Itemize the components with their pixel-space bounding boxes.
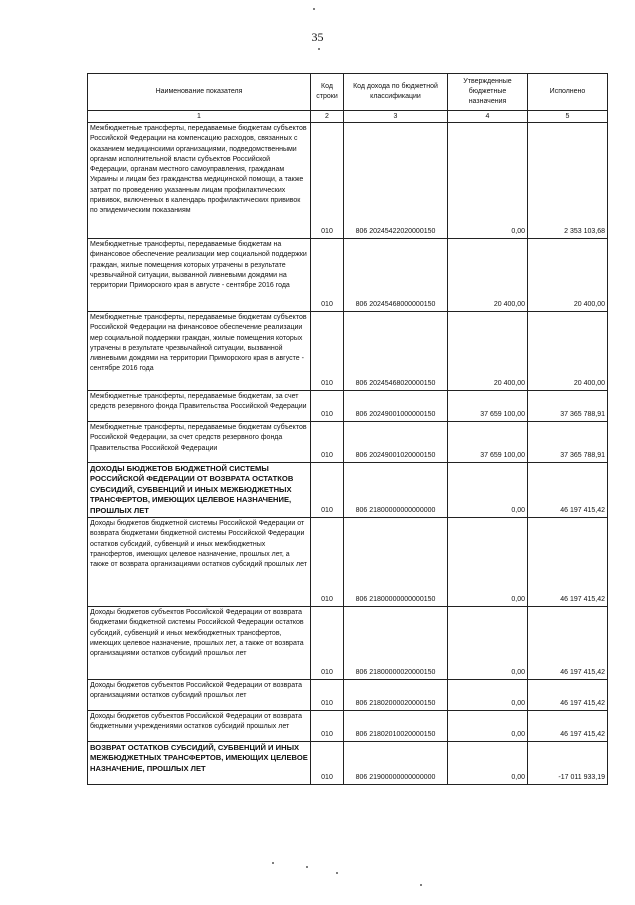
row-name-cell [88,123,311,239]
scan-speck [420,884,422,886]
column-number: 3 [344,111,448,123]
row-budget-code: 806 21900000000000000 [344,742,448,785]
row-executed-amount: 46 197 415,42 [528,607,608,680]
row-name: Доходы бюджетов бюджетной системы Российской Федерации от возврата бюджетами бюджетной системы Российской Федерации остатков субсидий, субвенций и иных межбюджетных трансфертов, имеющих целевое назначение, прошлых лет, а также от возврата организациями остатков субсидий прошлых лет [90,520,307,569]
row-name-cell [88,239,311,312]
table-row [88,391,608,422]
header-budget-classification-code: Код дохода по бюджетной классификации [344,74,448,111]
row-approved-amount: 0,00 [448,711,528,742]
row-line-code: 010 [311,742,344,785]
table-row [88,123,608,239]
row-executed-amount: 37 365 788,91 [528,422,608,463]
row-line-code: 010 [311,680,344,711]
row-executed-amount: 46 197 415,42 [528,463,608,518]
table-row [88,422,608,463]
row-budget-code: 806 21800000000000000 [344,463,448,518]
table-row [88,607,608,680]
row-name: Доходы бюджетов субъектов Российской Федерации от возврата организациями остатков субсидий прошлых лет [90,682,303,700]
scan-speck [318,48,320,50]
row-name: Межбюджетные трансферты, передаваемые бюджетам на финансовое обеспечение реализации мер социальной поддержки граждан, жилые помещения которых утрачены в результате чрезвычайной ситуации, вызванной ливневыми дождями на территории Приморского края в августе - сентябре 2016 года [90,241,307,290]
row-approved-amount: 0,00 [448,742,528,785]
row-name: ВОЗВРАТ ОСТАТКОВ СУБСИДИЙ, СУБВЕНЦИЙ И ИНЫХ МЕЖБЮДЖЕТНЫХ ТРАНСФЕРТОВ, ИМЕЮЩИХ ЦЕЛЕВОЕ НАЗНАЧЕНИЕ, ПРОШЛЫХ ЛЕТ [90,743,308,773]
column-number: 5 [528,111,608,123]
row-name-cell [88,680,311,711]
row-line-code: 010 [311,391,344,422]
row-name-cell [88,742,311,785]
row-budget-code: 806 21800000000000150 [344,518,448,607]
row-approved-amount: 0,00 [448,463,528,518]
row-executed-amount: 46 197 415,42 [528,518,608,607]
row-budget-code: 806 20245422020000150 [344,123,448,239]
row-approved-amount: 20 400,00 [448,239,528,312]
table-row [88,312,608,391]
row-name: Межбюджетные трансферты, передаваемые бюджетам субъектов Российской Федерации, за счет средств резервного фонда Правительства Российской Федерации [90,424,307,452]
row-budget-code: 806 21802000020000150 [344,680,448,711]
table-row [88,463,608,518]
column-number: 2 [311,111,344,123]
header-approved-assignments: Утвержденные бюджетные назначения [448,74,528,111]
row-approved-amount: 0,00 [448,680,528,711]
row-executed-amount: 2 353 103,68 [528,123,608,239]
row-name: Доходы бюджетов субъектов Российской Федерации от возврата бюджетными учреждениями остатков субсидий прошлых лет [90,713,303,731]
row-name-cell [88,312,311,391]
row-budget-code: 806 20245468020000150 [344,312,448,391]
row-executed-amount: 20 400,00 [528,239,608,312]
row-name: Межбюджетные трансферты, передаваемые бюджетам субъектов Российской Федерации на финансовое обеспечение реализации мер социальной поддержки граждан, жилые помещения которых утрачены в результате чрезвычайной ситуации, вызванной ливневыми дождями на территории Приморского края в августе - сентябре 2016 года [90,314,307,373]
row-name-cell [88,463,311,518]
row-name: Межбюджетные трансферты, передаваемые бюджетам субъектов Российской Федерации на компенсацию расходов, связанных с оказанием медицинскими организациями, подведомственными органам исполнительной власти субъектов Российской Федерации, органам местного самоуправления, гражданам Украины и лицам без гражданства медицинской помощи, а также затрат по проведению указанным лицам профилактических прививок, включенных в календарь профилактических прививок по эпидемическим показаниям [90,125,307,215]
row-line-code: 010 [311,711,344,742]
row-approved-amount: 37 659 100,00 [448,422,528,463]
row-name: Доходы бюджетов субъектов Российской Федерации от возврата бюджетами бюджетной системы Российской Федерации остатков субсидий, субвенций и иных межбюджетных трансфертов, имеющих целевое назначение, прошлых лет, а также от возврата организациями остатков субсидий прошлых лет [90,609,304,658]
column-number: 1 [88,111,311,123]
row-executed-amount: 37 365 788,91 [528,391,608,422]
header-row [88,74,608,111]
column-number: 4 [448,111,528,123]
row-budget-code: 806 20249001000000150 [344,391,448,422]
table-row [88,680,608,711]
header-name: Наименование показателя [88,74,311,111]
row-budget-code: 806 21802010020000150 [344,711,448,742]
scan-speck [313,8,315,10]
row-budget-code: 806 20249001020000150 [344,422,448,463]
row-executed-amount: -17 011 933,19 [528,742,608,785]
row-approved-amount: 0,00 [448,607,528,680]
row-line-code: 010 [311,239,344,312]
row-executed-amount: 20 400,00 [528,312,608,391]
column-number-row [88,111,608,123]
row-budget-code: 806 21800000020000150 [344,607,448,680]
row-approved-amount: 0,00 [448,123,528,239]
page-number: 35 [311,30,324,44]
row-line-code: 010 [311,463,344,518]
row-name-cell [88,391,311,422]
row-line-code: 010 [311,312,344,391]
row-line-code: 010 [311,518,344,607]
row-name-cell [88,422,311,463]
table-row [88,518,608,607]
table-row [88,239,608,312]
row-approved-amount: 20 400,00 [448,312,528,391]
row-approved-amount: 0,00 [448,518,528,607]
revenue-report-table [87,73,608,785]
row-line-code: 010 [311,422,344,463]
row-budget-code: 806 20245468000000150 [344,239,448,312]
row-name-cell [88,607,311,680]
row-approved-amount: 37 659 100,00 [448,391,528,422]
header-line-code: Код строки [311,74,344,111]
table-row [88,742,608,785]
row-line-code: 010 [311,607,344,680]
scan-speck [306,866,308,868]
scan-speck [272,862,274,864]
row-name: Межбюджетные трансферты, передаваемые бюджетам, за счет средств резервного фонда Правительства Российской Федерации [90,393,307,411]
row-line-code: 010 [311,123,344,239]
row-name-cell [88,711,311,742]
header-executed: Исполнено [528,74,608,111]
row-executed-amount: 46 197 415,42 [528,680,608,711]
row-name: ДОХОДЫ БЮДЖЕТОВ БЮДЖЕТНОЙ СИСТЕМЫ РОССИЙСКОЙ ФЕДЕРАЦИИ ОТ ВОЗВРАТА ОСТАТКОВ СУБСИДИЙ, СУБВЕНЦИЙ И ИНЫХ МЕЖБЮДЖЕТНЫХ ТРАНСФЕРТОВ, ИМЕЮЩИХ ЦЕЛЕВОЕ НАЗНАЧЕНИЕ, ПРОШЛЫХ ЛЕТ [90,464,294,515]
row-name-cell [88,518,311,607]
table-row [88,711,608,742]
scan-speck [336,872,338,874]
row-executed-amount: 46 197 415,42 [528,711,608,742]
